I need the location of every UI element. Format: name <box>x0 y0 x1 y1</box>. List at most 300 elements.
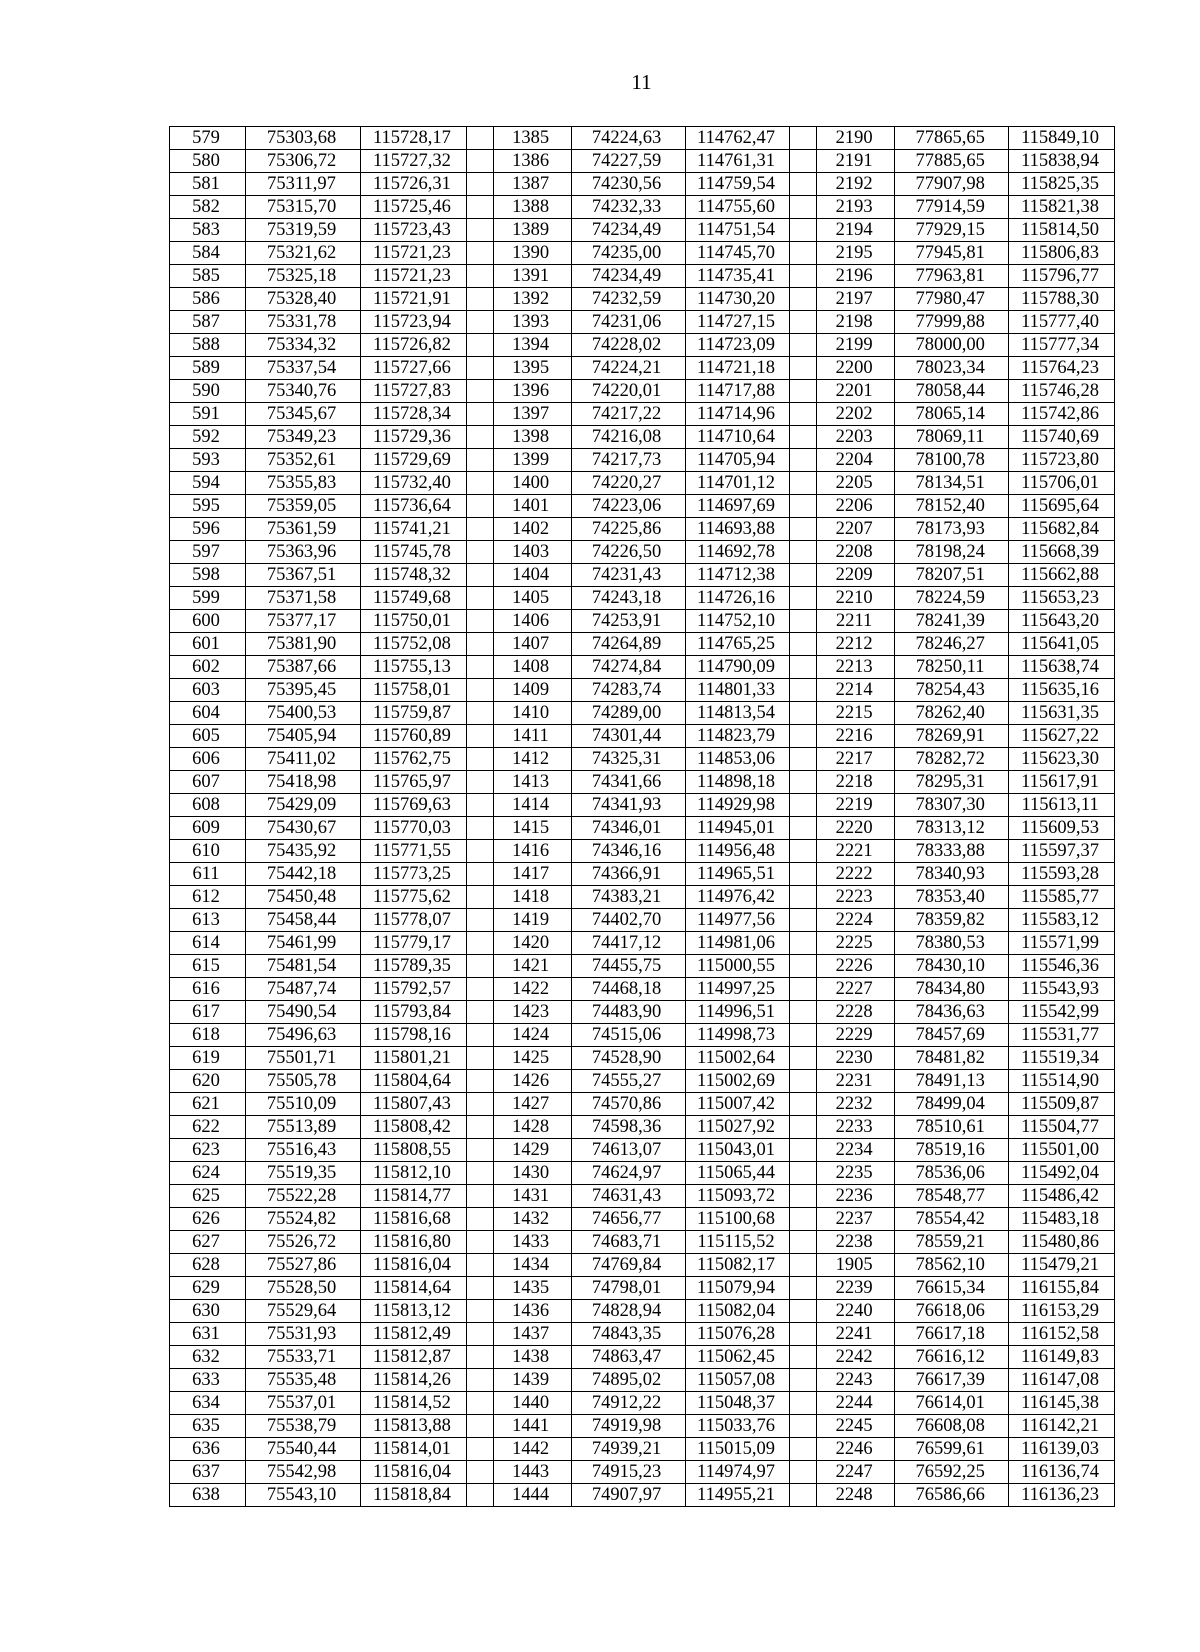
y-coordinate-cell: 114823,79 <box>685 725 790 748</box>
y-coordinate-cell: 115758,01 <box>361 679 467 702</box>
point-number-cell: 1414 <box>493 794 571 817</box>
point-number-cell: 1396 <box>493 380 571 403</box>
table-row <box>170 955 1115 978</box>
table-row <box>170 817 1115 840</box>
y-coordinate-cell: 116142,21 <box>1009 1415 1115 1438</box>
y-coordinate-cell: 115653,23 <box>1009 587 1115 610</box>
point-number-cell: 2240 <box>817 1300 895 1323</box>
column-separator <box>466 403 493 426</box>
x-coordinate-cell: 78100,78 <box>895 449 1009 472</box>
x-coordinate-cell: 78519,16 <box>895 1139 1009 1162</box>
y-coordinate-cell: 115759,87 <box>361 702 467 725</box>
y-coordinate-cell: 115593,28 <box>1009 863 1115 886</box>
column-separator <box>466 219 493 242</box>
point-number-cell: 2196 <box>817 265 895 288</box>
x-coordinate-cell: 75543,10 <box>246 1484 361 1507</box>
y-coordinate-cell: 115682,84 <box>1009 518 1115 541</box>
table-row <box>170 357 1115 380</box>
y-coordinate-cell: 115721,23 <box>361 242 467 265</box>
x-coordinate-cell: 78313,12 <box>895 817 1009 840</box>
x-coordinate-cell: 75522,28 <box>246 1185 361 1208</box>
point-number-cell: 2242 <box>817 1346 895 1369</box>
x-coordinate-cell: 76617,18 <box>895 1323 1009 1346</box>
y-coordinate-cell: 115057,08 <box>685 1369 790 1392</box>
point-number-cell: 2214 <box>817 679 895 702</box>
y-coordinate-cell: 114956,48 <box>685 840 790 863</box>
column-separator <box>466 886 493 909</box>
x-coordinate-cell: 78499,04 <box>895 1093 1009 1116</box>
column-separator <box>790 518 817 541</box>
x-coordinate-cell: 74631,43 <box>571 1185 685 1208</box>
point-number-cell: 2231 <box>817 1070 895 1093</box>
table-row <box>170 472 1115 495</box>
y-coordinate-cell: 115509,87 <box>1009 1093 1115 1116</box>
column-separator <box>466 564 493 587</box>
x-coordinate-cell: 76592,25 <box>895 1461 1009 1484</box>
point-number-cell: 583 <box>170 219 246 242</box>
x-coordinate-cell: 76615,34 <box>895 1277 1009 1300</box>
x-coordinate-cell: 77963,81 <box>895 265 1009 288</box>
y-coordinate-cell: 115742,86 <box>1009 403 1115 426</box>
y-coordinate-cell: 114759,54 <box>685 173 790 196</box>
x-coordinate-cell: 77999,88 <box>895 311 1009 334</box>
y-coordinate-cell: 114996,51 <box>685 1001 790 1024</box>
column-separator <box>790 932 817 955</box>
point-number-cell: 579 <box>170 127 246 150</box>
column-separator <box>790 564 817 587</box>
y-coordinate-cell: 114697,69 <box>685 495 790 518</box>
y-coordinate-cell: 115778,07 <box>361 909 467 932</box>
y-coordinate-cell: 115002,69 <box>685 1070 790 1093</box>
point-number-cell: 1392 <box>493 288 571 311</box>
point-number-cell: 616 <box>170 978 246 1001</box>
point-number-cell: 2223 <box>817 886 895 909</box>
column-separator <box>790 1162 817 1185</box>
x-coordinate-cell: 78436,63 <box>895 1001 1009 1024</box>
x-coordinate-cell: 75315,70 <box>246 196 361 219</box>
column-separator <box>790 863 817 886</box>
column-separator <box>466 679 493 702</box>
column-separator <box>466 265 493 288</box>
point-number-cell: 621 <box>170 1093 246 1116</box>
table-row <box>170 449 1115 472</box>
y-coordinate-cell: 115762,75 <box>361 748 467 771</box>
x-coordinate-cell: 74895,02 <box>571 1369 685 1392</box>
y-coordinate-cell: 116152,58 <box>1009 1323 1115 1346</box>
column-separator <box>790 1438 817 1461</box>
point-number-cell: 1415 <box>493 817 571 840</box>
x-coordinate-cell: 75496,63 <box>246 1024 361 1047</box>
point-number-cell: 1423 <box>493 1001 571 1024</box>
column-separator <box>466 771 493 794</box>
y-coordinate-cell: 115643,20 <box>1009 610 1115 633</box>
table-row <box>170 196 1115 219</box>
y-coordinate-cell: 115723,43 <box>361 219 467 242</box>
x-coordinate-cell: 74402,70 <box>571 909 685 932</box>
x-coordinate-cell: 75400,53 <box>246 702 361 725</box>
point-number-cell: 1905 <box>817 1254 895 1277</box>
y-coordinate-cell: 114765,25 <box>685 633 790 656</box>
point-number-cell: 2218 <box>817 771 895 794</box>
table-row <box>170 1139 1115 1162</box>
y-coordinate-cell: 114735,41 <box>685 265 790 288</box>
column-separator <box>790 1047 817 1070</box>
x-coordinate-cell: 74253,91 <box>571 610 685 633</box>
x-coordinate-cell: 75531,93 <box>246 1323 361 1346</box>
x-coordinate-cell: 74843,35 <box>571 1323 685 1346</box>
point-number-cell: 599 <box>170 587 246 610</box>
point-number-cell: 1444 <box>493 1484 571 1507</box>
x-coordinate-cell: 78250,11 <box>895 656 1009 679</box>
column-separator <box>790 449 817 472</box>
x-coordinate-cell: 75331,78 <box>246 311 361 334</box>
point-number-cell: 2195 <box>817 242 895 265</box>
point-number-cell: 1436 <box>493 1300 571 1323</box>
column-separator <box>790 1185 817 1208</box>
x-coordinate-cell: 74383,21 <box>571 886 685 909</box>
column-separator <box>790 702 817 725</box>
y-coordinate-cell: 115816,80 <box>361 1231 467 1254</box>
point-number-cell: 2241 <box>817 1323 895 1346</box>
y-coordinate-cell: 115007,42 <box>685 1093 790 1116</box>
column-separator <box>466 311 493 334</box>
y-coordinate-cell: 115706,01 <box>1009 472 1115 495</box>
y-coordinate-cell: 115814,50 <box>1009 219 1115 242</box>
x-coordinate-cell: 74468,18 <box>571 978 685 1001</box>
y-coordinate-cell: 115093,72 <box>685 1185 790 1208</box>
table-row <box>170 1346 1115 1369</box>
y-coordinate-cell: 115788,30 <box>1009 288 1115 311</box>
x-coordinate-cell: 78340,93 <box>895 863 1009 886</box>
y-coordinate-cell: 115808,42 <box>361 1116 467 1139</box>
y-coordinate-cell: 115818,84 <box>361 1484 467 1507</box>
y-coordinate-cell: 115492,04 <box>1009 1162 1115 1185</box>
point-number-cell: 601 <box>170 633 246 656</box>
table-row <box>170 1162 1115 1185</box>
x-coordinate-cell: 78065,14 <box>895 403 1009 426</box>
point-number-cell: 630 <box>170 1300 246 1323</box>
y-coordinate-cell: 114701,12 <box>685 472 790 495</box>
point-number-cell: 2237 <box>817 1208 895 1231</box>
point-number-cell: 2200 <box>817 357 895 380</box>
y-coordinate-cell: 115546,36 <box>1009 955 1115 978</box>
y-coordinate-cell: 115726,82 <box>361 334 467 357</box>
point-number-cell: 2245 <box>817 1415 895 1438</box>
x-coordinate-cell: 75337,54 <box>246 357 361 380</box>
x-coordinate-cell: 77865,65 <box>895 127 1009 150</box>
y-coordinate-cell: 115729,69 <box>361 449 467 472</box>
column-separator <box>466 518 493 541</box>
column-separator <box>790 1001 817 1024</box>
column-separator <box>466 1392 493 1415</box>
y-coordinate-cell: 115668,39 <box>1009 541 1115 564</box>
x-coordinate-cell: 75519,35 <box>246 1162 361 1185</box>
column-separator <box>790 1392 817 1415</box>
y-coordinate-cell: 114726,16 <box>685 587 790 610</box>
point-number-cell: 1399 <box>493 449 571 472</box>
x-coordinate-cell: 75527,86 <box>246 1254 361 1277</box>
y-coordinate-cell: 115617,91 <box>1009 771 1115 794</box>
y-coordinate-cell: 115812,10 <box>361 1162 467 1185</box>
point-number-cell: 2221 <box>817 840 895 863</box>
x-coordinate-cell: 78562,10 <box>895 1254 1009 1277</box>
y-coordinate-cell: 114745,70 <box>685 242 790 265</box>
y-coordinate-cell: 115027,92 <box>685 1116 790 1139</box>
table-row <box>170 656 1115 679</box>
table-row <box>170 1277 1115 1300</box>
y-coordinate-cell: 115082,04 <box>685 1300 790 1323</box>
point-number-cell: 1424 <box>493 1024 571 1047</box>
x-coordinate-cell: 78434,80 <box>895 978 1009 1001</box>
x-coordinate-cell: 74220,01 <box>571 380 685 403</box>
table-row <box>170 840 1115 863</box>
column-separator <box>790 748 817 771</box>
point-number-cell: 618 <box>170 1024 246 1047</box>
y-coordinate-cell: 115777,40 <box>1009 311 1115 334</box>
point-number-cell: 611 <box>170 863 246 886</box>
point-number-cell: 606 <box>170 748 246 771</box>
column-separator <box>790 426 817 449</box>
point-number-cell: 631 <box>170 1323 246 1346</box>
y-coordinate-cell: 114712,38 <box>685 564 790 587</box>
column-separator <box>790 541 817 564</box>
column-separator <box>466 173 493 196</box>
x-coordinate-cell: 74417,12 <box>571 932 685 955</box>
column-separator <box>790 196 817 219</box>
point-number-cell: 1440 <box>493 1392 571 1415</box>
y-coordinate-cell: 115571,99 <box>1009 932 1115 955</box>
x-coordinate-cell: 74769,84 <box>571 1254 685 1277</box>
column-separator <box>790 1277 817 1300</box>
column-separator <box>466 449 493 472</box>
x-coordinate-cell: 76617,39 <box>895 1369 1009 1392</box>
point-number-cell: 1421 <box>493 955 571 978</box>
point-number-cell: 1435 <box>493 1277 571 1300</box>
column-separator <box>466 955 493 978</box>
x-coordinate-cell: 78207,51 <box>895 564 1009 587</box>
y-coordinate-cell: 115765,97 <box>361 771 467 794</box>
x-coordinate-cell: 74235,00 <box>571 242 685 265</box>
y-coordinate-cell: 115821,38 <box>1009 196 1115 219</box>
column-separator <box>466 794 493 817</box>
y-coordinate-cell: 115814,77 <box>361 1185 467 1208</box>
column-separator <box>466 288 493 311</box>
column-separator <box>790 633 817 656</box>
x-coordinate-cell: 75352,61 <box>246 449 361 472</box>
table-row <box>170 1415 1115 1438</box>
x-coordinate-cell: 75363,96 <box>246 541 361 564</box>
x-coordinate-cell: 78058,44 <box>895 380 1009 403</box>
point-number-cell: 2197 <box>817 288 895 311</box>
table-row <box>170 242 1115 265</box>
x-coordinate-cell: 75387,66 <box>246 656 361 679</box>
y-coordinate-cell: 115814,52 <box>361 1392 467 1415</box>
point-number-cell: 620 <box>170 1070 246 1093</box>
point-number-cell: 1428 <box>493 1116 571 1139</box>
y-coordinate-cell: 115627,22 <box>1009 725 1115 748</box>
point-number-cell: 1411 <box>493 725 571 748</box>
column-separator <box>466 1116 493 1139</box>
column-separator <box>790 173 817 196</box>
point-number-cell: 1404 <box>493 564 571 587</box>
point-number-cell: 1441 <box>493 1415 571 1438</box>
y-coordinate-cell: 114721,18 <box>685 357 790 380</box>
point-number-cell: 1387 <box>493 173 571 196</box>
y-coordinate-cell: 115727,83 <box>361 380 467 403</box>
table-row <box>170 1208 1115 1231</box>
table-row <box>170 771 1115 794</box>
x-coordinate-cell: 75533,71 <box>246 1346 361 1369</box>
y-coordinate-cell: 114705,94 <box>685 449 790 472</box>
y-coordinate-cell: 115849,10 <box>1009 127 1115 150</box>
point-number-cell: 595 <box>170 495 246 518</box>
x-coordinate-cell: 78559,21 <box>895 1231 1009 1254</box>
y-coordinate-cell: 115740,69 <box>1009 426 1115 449</box>
table-row <box>170 1047 1115 1070</box>
y-coordinate-cell: 114755,60 <box>685 196 790 219</box>
point-number-cell: 2226 <box>817 955 895 978</box>
y-coordinate-cell: 115769,63 <box>361 794 467 817</box>
coordinates-table-body <box>170 127 1115 1507</box>
y-coordinate-cell: 114717,88 <box>685 380 790 403</box>
y-coordinate-cell: 115585,77 <box>1009 886 1115 909</box>
point-number-cell: 1425 <box>493 1047 571 1070</box>
y-coordinate-cell: 115770,03 <box>361 817 467 840</box>
point-number-cell: 625 <box>170 1185 246 1208</box>
y-coordinate-cell: 115065,44 <box>685 1162 790 1185</box>
x-coordinate-cell: 78307,30 <box>895 794 1009 817</box>
point-number-cell: 2227 <box>817 978 895 1001</box>
point-number-cell: 1418 <box>493 886 571 909</box>
x-coordinate-cell: 75513,89 <box>246 1116 361 1139</box>
x-coordinate-cell: 78491,13 <box>895 1070 1009 1093</box>
x-coordinate-cell: 78380,53 <box>895 932 1009 955</box>
x-coordinate-cell: 78481,82 <box>895 1047 1009 1070</box>
column-separator <box>790 127 817 150</box>
table-row <box>170 794 1115 817</box>
column-separator <box>466 610 493 633</box>
point-number-cell: 1403 <box>493 541 571 564</box>
point-number-cell: 1397 <box>493 403 571 426</box>
x-coordinate-cell: 75528,50 <box>246 1277 361 1300</box>
x-coordinate-cell: 74915,23 <box>571 1461 685 1484</box>
point-number-cell: 628 <box>170 1254 246 1277</box>
x-coordinate-cell: 74919,98 <box>571 1415 685 1438</box>
table-row <box>170 863 1115 886</box>
y-coordinate-cell: 115531,77 <box>1009 1024 1115 1047</box>
x-coordinate-cell: 74683,71 <box>571 1231 685 1254</box>
y-coordinate-cell: 115635,16 <box>1009 679 1115 702</box>
point-number-cell: 1410 <box>493 702 571 725</box>
table-row <box>170 748 1115 771</box>
point-number-cell: 637 <box>170 1461 246 1484</box>
point-number-cell: 610 <box>170 840 246 863</box>
point-number-cell: 598 <box>170 564 246 587</box>
y-coordinate-cell: 115480,86 <box>1009 1231 1115 1254</box>
x-coordinate-cell: 75377,17 <box>246 610 361 633</box>
y-coordinate-cell: 115793,84 <box>361 1001 467 1024</box>
point-number-cell: 1442 <box>493 1438 571 1461</box>
column-separator <box>466 587 493 610</box>
column-separator <box>466 656 493 679</box>
y-coordinate-cell: 115801,21 <box>361 1047 467 1070</box>
x-coordinate-cell: 75458,44 <box>246 909 361 932</box>
point-number-cell: 626 <box>170 1208 246 1231</box>
column-separator <box>790 794 817 817</box>
y-coordinate-cell: 114762,47 <box>685 127 790 150</box>
y-coordinate-cell: 114898,18 <box>685 771 790 794</box>
table-row <box>170 1024 1115 1047</box>
x-coordinate-cell: 75490,54 <box>246 1001 361 1024</box>
point-number-cell: 638 <box>170 1484 246 1507</box>
x-coordinate-cell: 74224,21 <box>571 357 685 380</box>
x-coordinate-cell: 74216,08 <box>571 426 685 449</box>
table-row <box>170 1300 1115 1323</box>
y-coordinate-cell: 115752,08 <box>361 633 467 656</box>
y-coordinate-cell: 114761,31 <box>685 150 790 173</box>
y-coordinate-cell: 115838,94 <box>1009 150 1115 173</box>
x-coordinate-cell: 75461,99 <box>246 932 361 955</box>
y-coordinate-cell: 114974,97 <box>685 1461 790 1484</box>
column-separator <box>466 1139 493 1162</box>
x-coordinate-cell: 78353,40 <box>895 886 1009 909</box>
x-coordinate-cell: 76616,12 <box>895 1346 1009 1369</box>
x-coordinate-cell: 74555,27 <box>571 1070 685 1093</box>
table-row <box>170 1070 1115 1093</box>
table-row <box>170 679 1115 702</box>
y-coordinate-cell: 115814,01 <box>361 1438 467 1461</box>
column-separator <box>790 1346 817 1369</box>
x-coordinate-cell: 76614,01 <box>895 1392 1009 1415</box>
point-number-cell: 1417 <box>493 863 571 886</box>
x-coordinate-cell: 74515,06 <box>571 1024 685 1047</box>
column-separator <box>790 311 817 334</box>
point-number-cell: 591 <box>170 403 246 426</box>
column-separator <box>466 1438 493 1461</box>
point-number-cell: 592 <box>170 426 246 449</box>
column-separator <box>466 1093 493 1116</box>
column-separator <box>466 472 493 495</box>
point-number-cell: 1388 <box>493 196 571 219</box>
point-number-cell: 1419 <box>493 909 571 932</box>
x-coordinate-cell: 74228,02 <box>571 334 685 357</box>
point-number-cell: 623 <box>170 1139 246 1162</box>
point-number-cell: 2194 <box>817 219 895 242</box>
point-number-cell: 1413 <box>493 771 571 794</box>
point-number-cell: 635 <box>170 1415 246 1438</box>
y-coordinate-cell: 115721,23 <box>361 265 467 288</box>
x-coordinate-cell: 75542,98 <box>246 1461 361 1484</box>
x-coordinate-cell: 76586,66 <box>895 1484 1009 1507</box>
point-number-cell: 613 <box>170 909 246 932</box>
x-coordinate-cell: 78152,40 <box>895 495 1009 518</box>
y-coordinate-cell: 114710,64 <box>685 426 790 449</box>
x-coordinate-cell: 77945,81 <box>895 242 1009 265</box>
table-row <box>170 1001 1115 1024</box>
x-coordinate-cell: 74234,49 <box>571 265 685 288</box>
x-coordinate-cell: 74232,59 <box>571 288 685 311</box>
x-coordinate-cell: 74863,47 <box>571 1346 685 1369</box>
y-coordinate-cell: 115076,28 <box>685 1323 790 1346</box>
x-coordinate-cell: 74366,91 <box>571 863 685 886</box>
y-coordinate-cell: 114977,56 <box>685 909 790 932</box>
point-number-cell: 1426 <box>493 1070 571 1093</box>
point-number-cell: 2191 <box>817 150 895 173</box>
y-coordinate-cell: 115814,26 <box>361 1369 467 1392</box>
column-separator <box>790 1024 817 1047</box>
x-coordinate-cell: 75328,40 <box>246 288 361 311</box>
point-number-cell: 2209 <box>817 564 895 587</box>
